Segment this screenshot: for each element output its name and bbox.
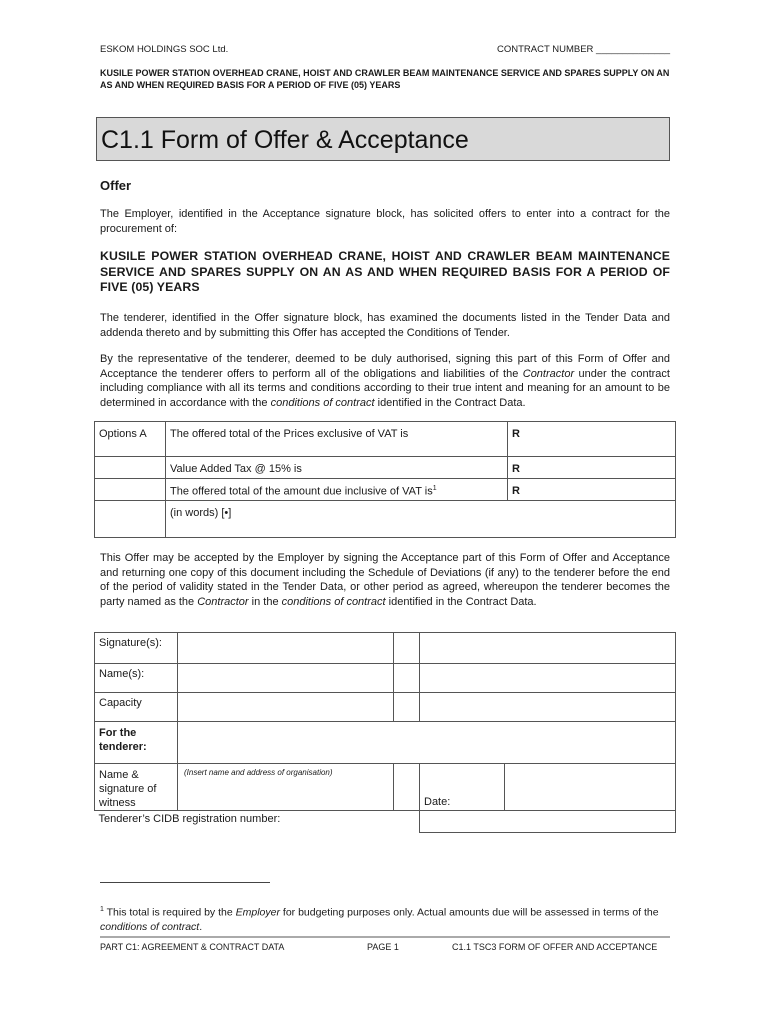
document-subtitle: KUSILE POWER STATION OVERHEAD CRANE, HOIST AND CRAWLER BEAM MAINTENANCE SERVICE AND SPARES SUPPLY ON AN AS AND WHEN REQUIRED BASIS FOR A PERIOD OF FIVE (05) YEARS bbox=[100, 68, 670, 90]
price-excl-vat-value[interactable]: R bbox=[508, 422, 676, 457]
footer-right: C1.1 TSC3 FORM OF OFFER AND ACCEPTANCE bbox=[452, 942, 658, 952]
cidb-label: Tenderer’s CIDB registration number: bbox=[98, 813, 281, 825]
footer-rule bbox=[100, 936, 670, 938]
para4-contractor: Contractor bbox=[197, 595, 249, 608]
footnote bbox=[100, 903, 670, 934]
amount-in-words[interactable]: (in words) [•] bbox=[166, 501, 676, 538]
para3-contractor: Contractor bbox=[522, 367, 575, 380]
option-spacer bbox=[95, 479, 166, 501]
paragraph-tenderer: The tenderer, identified in the Offer signature block, has examined the documents listed in the Tender Data and addenda thereto and by submitting this Offer has accepted the Conditions of Tender. bbox=[100, 312, 670, 339]
total-incl-vat-label bbox=[166, 479, 508, 501]
witness-spacer bbox=[394, 764, 420, 811]
capacity-field[interactable] bbox=[178, 693, 394, 722]
para3-text-c: identified in the Contract Data. bbox=[374, 396, 526, 409]
footnote-text-c: . bbox=[199, 920, 203, 933]
capacity-spacer bbox=[394, 693, 420, 722]
total-incl-vat-text: The offered total of the amount due inclusive of VAT is bbox=[170, 485, 433, 498]
price-excl-vat-label: The offered total of the Prices exclusive of VAT is bbox=[166, 422, 508, 457]
page-title: C1.1 Form of Offer & Acceptance bbox=[101, 126, 469, 154]
signatures-field[interactable] bbox=[178, 633, 394, 664]
para4-conditions: conditions of contract bbox=[281, 595, 386, 608]
paragraph-authorisation bbox=[100, 352, 670, 410]
footnote-employer: Employer bbox=[235, 906, 280, 919]
header-company: ESKOM HOLDINGS SOC Ltd. bbox=[100, 44, 229, 55]
title-box bbox=[96, 117, 670, 161]
para4-text-a: This Offer may be accepted by the Employer by signing the Acceptance part of this Form of Offer and Acceptance and returning one copy of this document including the Schedule of Deviations (if any) to the tenderer before the end of the period of validity stated in the Tender Data, or other period as agreed, whereupon the tenderer becomes the party named as the bbox=[100, 552, 670, 608]
para3-text-a: By the representative of the tenderer, deemed to be duly authorised, signing this part of this Form of Offer and Acceptance the tenderer offers to perform all of the obligations and liabilities of the bbox=[100, 353, 670, 380]
vat-value[interactable]: R bbox=[508, 457, 676, 479]
tenderer-organisation-field[interactable] bbox=[178, 722, 676, 764]
para4-text-c: identified in the Contract Data. bbox=[385, 595, 537, 608]
footnote-text-a: This total is required by the bbox=[103, 906, 236, 919]
option-spacer bbox=[95, 457, 166, 479]
paragraph-solicitation: The Employer, identified in the Acceptance signature block, has solicited offers to enter into a contract for the procurement of: bbox=[100, 208, 670, 235]
signatures-label: Signature(s): bbox=[95, 633, 178, 664]
names-label: Name(s): bbox=[95, 664, 178, 693]
price-table bbox=[94, 421, 676, 538]
footnote-text-b: for budgeting purposes only. Actual amounts due will be assessed in terms of the bbox=[279, 906, 659, 919]
option-label: Options A bbox=[95, 422, 166, 457]
procurement-description: KUSILE POWER STATION OVERHEAD CRANE, HOIST AND CRAWLER BEAM MAINTENANCE SERVICE AND SPARES SUPPLY ON AN AS AND WHEN REQUIRED BASIS FOR A PERIOD OF FIVE (05) YEARS bbox=[100, 249, 670, 294]
option-spacer bbox=[95, 501, 166, 538]
header-contract-number: CONTRACT NUMBER ______________ bbox=[497, 44, 671, 55]
footer-page-number: PAGE 1 bbox=[367, 942, 399, 952]
names-field[interactable] bbox=[178, 664, 394, 693]
para4-text-b: in the bbox=[248, 595, 282, 608]
para3-text-b: under the contract including compliance with all its terms and conditions according to their true intent and meaning for an amount to be determined in accordance with the bbox=[100, 367, 670, 409]
date-field[interactable] bbox=[505, 764, 676, 811]
cidb-field[interactable] bbox=[420, 811, 676, 833]
witness-label: Name & signature of witness bbox=[95, 764, 178, 811]
for-tenderer-label: For the tenderer: bbox=[95, 722, 178, 764]
footer-left: PART C1: AGREEMENT & CONTRACT DATA bbox=[100, 942, 285, 952]
paragraph-acceptance bbox=[100, 551, 670, 609]
date-label: Date: bbox=[420, 764, 505, 811]
names-field-2[interactable] bbox=[420, 664, 676, 693]
footnote-divider bbox=[100, 882, 270, 883]
capacity-label: Capacity bbox=[95, 693, 178, 722]
footnote-number: 1 bbox=[100, 906, 104, 913]
total-incl-vat-value[interactable]: R bbox=[508, 479, 676, 501]
signatures-spacer bbox=[394, 633, 420, 664]
signatures-field-2[interactable] bbox=[420, 633, 676, 664]
para3-conditions: conditions of contract bbox=[270, 396, 375, 409]
footnote-conditions: conditions of contract bbox=[100, 920, 200, 933]
signature-table bbox=[94, 632, 676, 833]
capacity-field-2[interactable] bbox=[420, 693, 676, 722]
offer-heading: Offer bbox=[100, 178, 132, 193]
footnote-ref: 1 bbox=[432, 485, 437, 492]
vat-label: Value Added Tax @ 15% is bbox=[166, 457, 508, 479]
organisation-hint[interactable]: (Insert name and address of organisation) bbox=[178, 764, 394, 811]
names-spacer bbox=[394, 664, 420, 693]
